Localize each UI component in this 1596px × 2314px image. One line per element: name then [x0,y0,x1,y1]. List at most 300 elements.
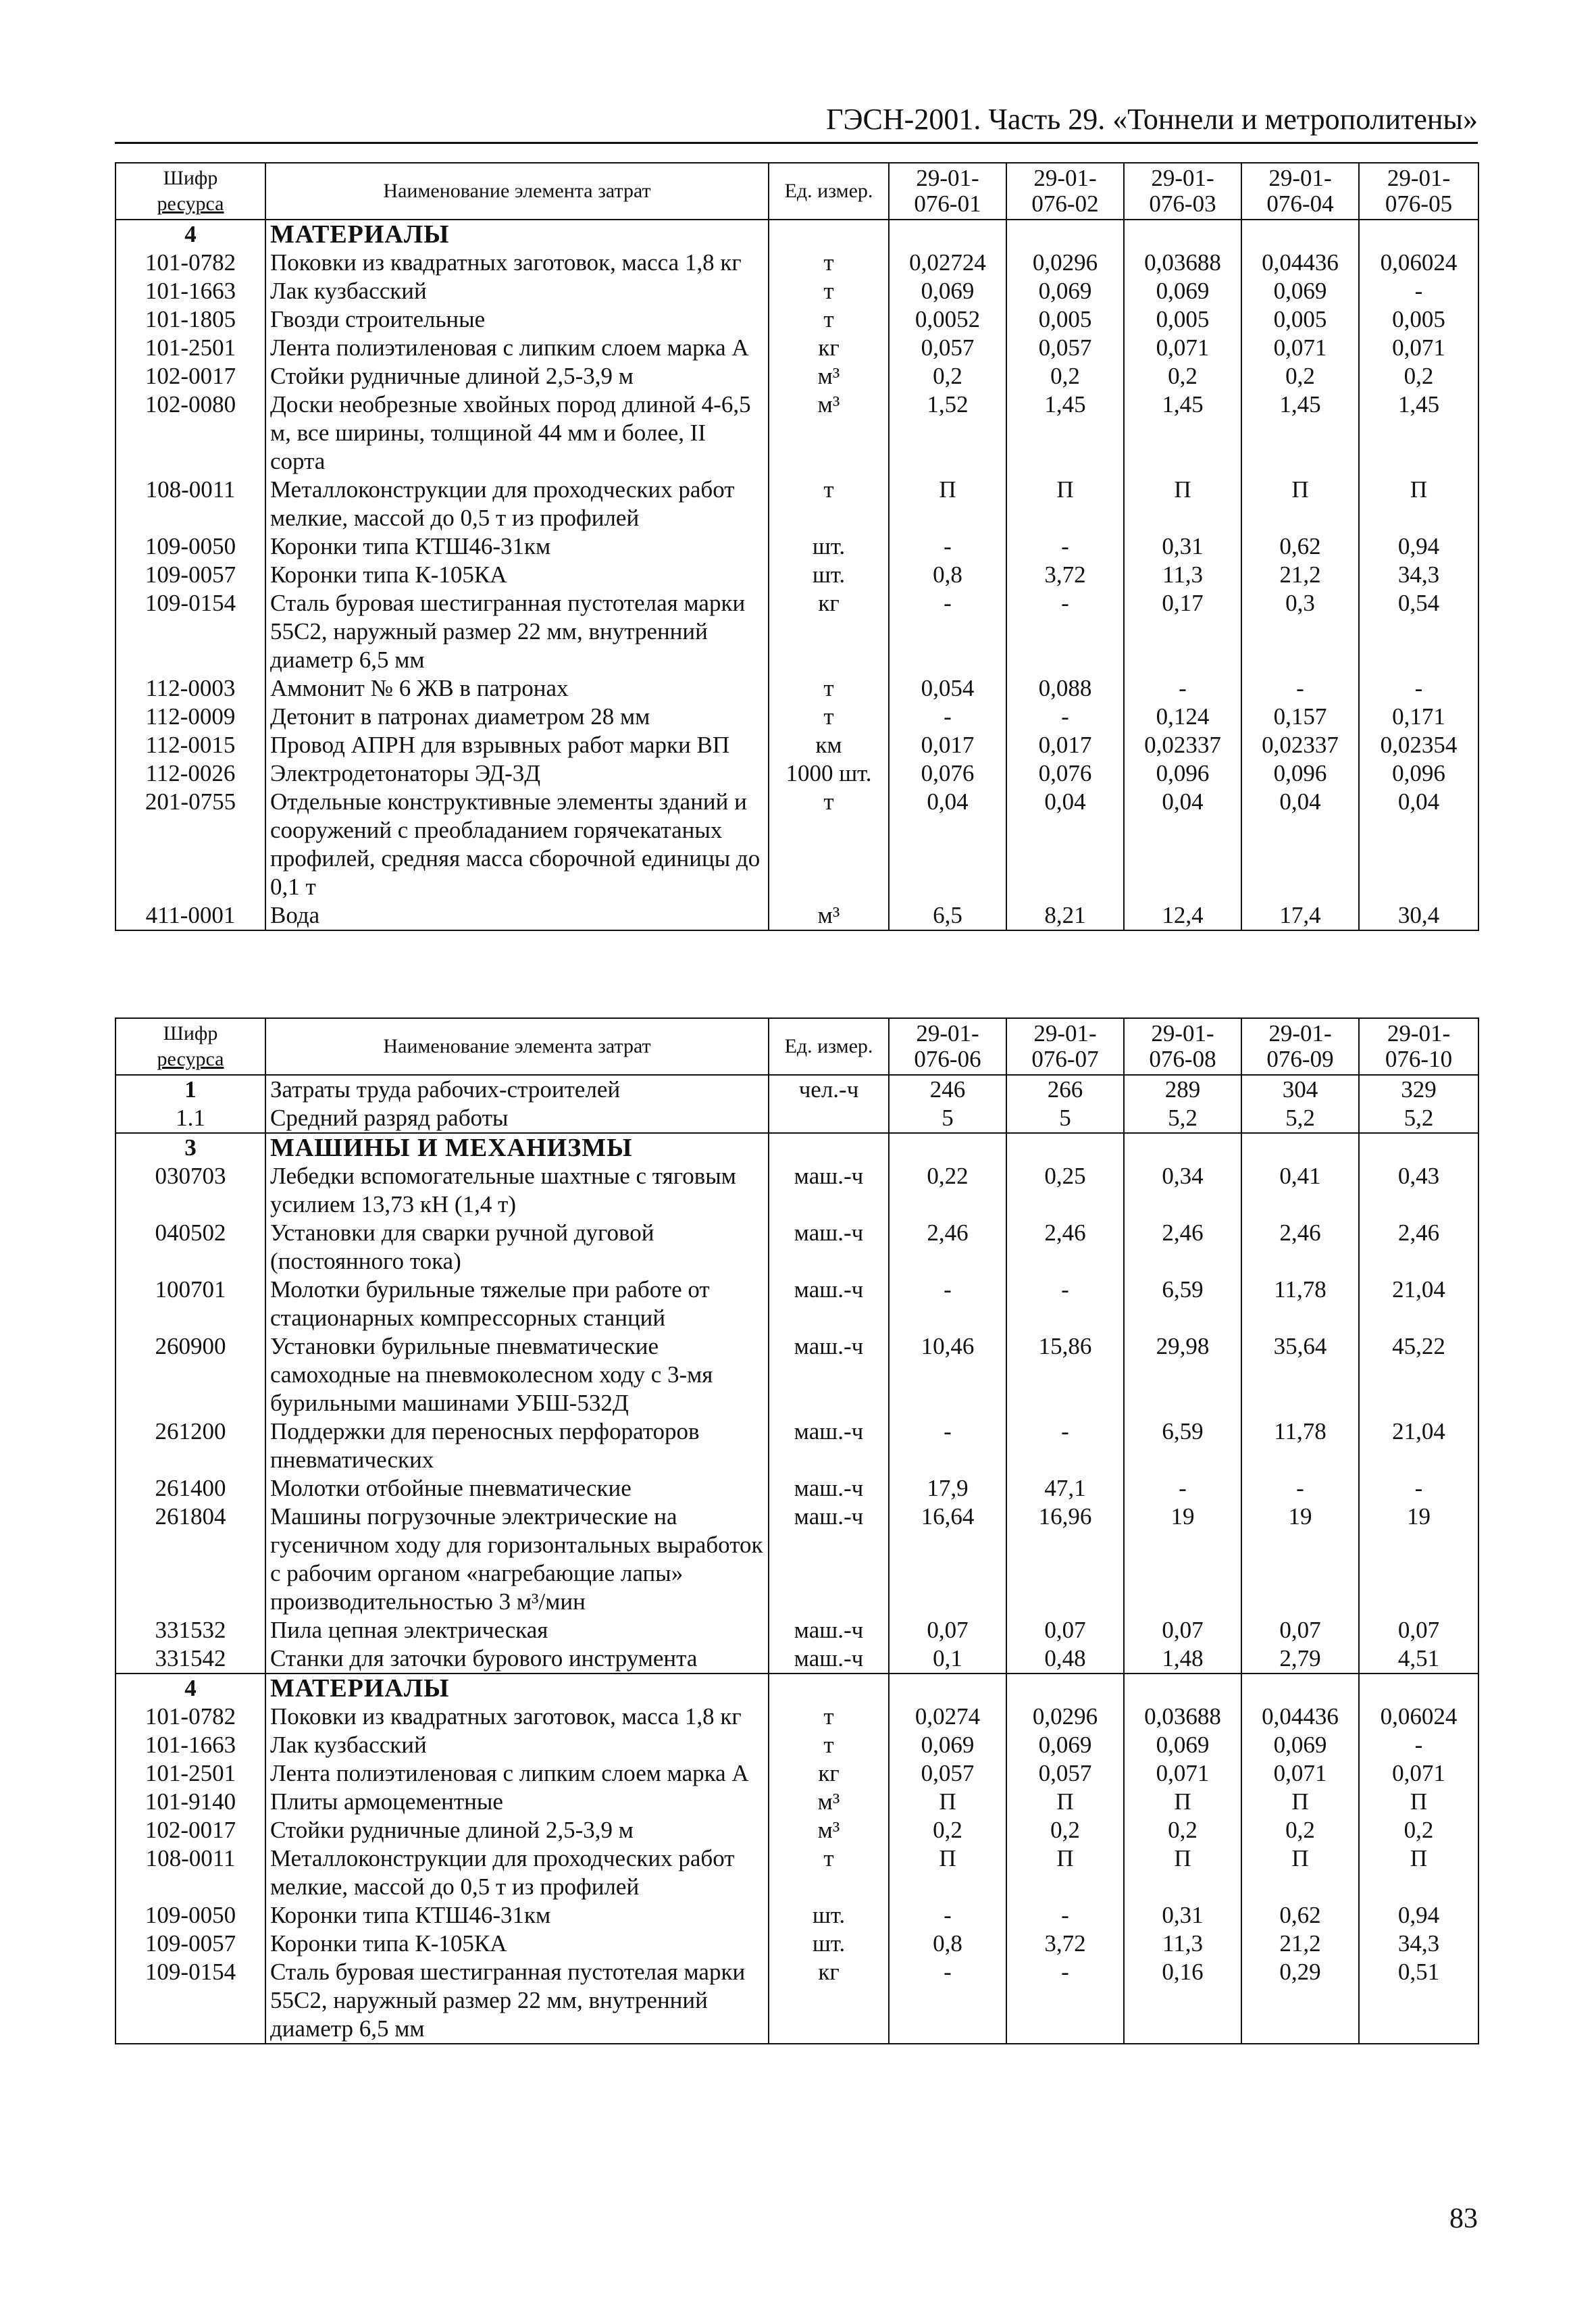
resource-value: 8,21 [1006,901,1124,930]
resource-code: 030703 [115,1162,265,1219]
resource-value: 5,2 [1359,1104,1478,1133]
resource-name: Лак кузбасский [265,1731,769,1759]
resource-value: 0,2 [889,1816,1006,1844]
resource-unit: кг [769,589,889,674]
resource-name: Пила цепная электрическая [265,1616,769,1644]
resource-value: 11,78 [1241,1417,1359,1474]
section-title: МАТЕРИАЛЫ [265,220,769,249]
resource-unit: шт. [769,561,889,589]
resource-unit: маш.-ч [769,1474,889,1503]
resource-value: 30,4 [1359,901,1478,930]
table-row [115,476,1478,532]
table-row [115,703,1478,731]
resource-value: П [1006,1844,1124,1901]
resource-value: - [889,1901,1006,1930]
header-col-3: 29-01- 076-03 [1124,163,1241,220]
resource-name: Коронки типа К-105КА [265,561,769,589]
resource-code: 201-0755 [115,788,265,901]
resource-value: 0,04 [1359,788,1478,901]
resource-value: 0,096 [1359,759,1478,788]
resource-value: 0,62 [1241,1901,1359,1930]
empty-cell [1359,220,1478,249]
resource-unit: шт. [769,1901,889,1930]
table-row [115,334,1478,362]
resource-value: 0,0274 [889,1703,1006,1731]
resource-unit: т [769,249,889,277]
table-row [115,759,1478,788]
resource-value: 0,057 [889,334,1006,362]
resource-name: Электродетонаторы ЭД-3Д [265,759,769,788]
resource-value: 1,45 [1124,391,1241,476]
resource-value: - [1006,703,1124,731]
resource-value: 0,25 [1006,1162,1124,1219]
empty-cell [1124,220,1241,249]
resource-value: 47,1 [1006,1474,1124,1503]
resource-name: Доски необрезные хвойных пород длиной 4-6,5 м, все ширины, толщиной 44 мм и более, II сорта [265,391,769,476]
header-col-2: 29-01- 076-02 [1006,163,1124,220]
resource-unit: м³ [769,1816,889,1844]
resource-code: 109-0050 [115,1901,265,1930]
table-row [115,1788,1478,1816]
resource-value: 0,2 [1241,1816,1359,1844]
resource-code: 261200 [115,1417,265,1474]
table-row [115,1075,1478,1104]
resource-value: 0,2 [1006,362,1124,391]
resource-value: 0,071 [1359,1759,1478,1788]
resource-unit: маш.-ч [769,1503,889,1616]
empty-cell [1241,1133,1359,1162]
section-number: 4 [115,1674,265,1703]
resource-value: 0,076 [1006,759,1124,788]
empty-cell [1241,1674,1359,1703]
resource-value: 0,005 [1359,305,1478,334]
resource-value: 0,41 [1241,1162,1359,1219]
resource-code: 101-0782 [115,1703,265,1731]
resource-value: 289 [1124,1075,1241,1104]
resource-code: 112-0026 [115,759,265,788]
resource-code: 112-0003 [115,674,265,703]
resource-value: П [1124,1788,1241,1816]
resource-value: 0,2 [1124,1816,1241,1844]
resource-unit: маш.-ч [769,1276,889,1332]
section-header-row [115,1133,1478,1162]
empty-cell [769,220,889,249]
resource-unit: маш.-ч [769,1417,889,1474]
header-code: Шифр ресурса [115,1018,265,1075]
resource-value: П [1241,476,1359,532]
resource-value: 3,72 [1006,561,1124,589]
resource-value: 246 [889,1075,1006,1104]
resource-value: П [1006,476,1124,532]
table-row [115,1162,1478,1219]
resource-name: Сталь буровая шестигранная пустотелая марки 55С2, наружный размер 22 мм, внутренний диаметр 6,5 мм [265,1958,769,2044]
resource-value: 0,03688 [1124,249,1241,277]
resource-value: 17,9 [889,1474,1006,1503]
header-col-1: 29-01- 076-06 [889,1018,1006,1075]
header-code: Шифр ресурса [115,163,265,220]
table-row [115,277,1478,305]
resource-value: П [1241,1788,1359,1816]
resource-unit: чел.-ч [769,1075,889,1104]
resource-value: 11,3 [1124,561,1241,589]
resource-value: 5 [889,1104,1006,1133]
resource-value: 1,45 [1359,391,1478,476]
resource-code: 102-0017 [115,362,265,391]
resource-value: 0,057 [889,1759,1006,1788]
resource-value: - [889,703,1006,731]
resource-name: Металлоконструкции для проходческих работ мелкие, массой до 0,5 т из профилей [265,476,769,532]
resource-unit: шт. [769,1930,889,1958]
resource-value: - [1006,589,1124,674]
resource-unit: кг [769,334,889,362]
resource-value: - [1241,674,1359,703]
resource-name: Сталь буровая шестигранная пустотелая марки 55С2, наружный размер 22 мм, внутренний диаметр 6,5 мм [265,589,769,674]
resource-value: П [1006,1788,1124,1816]
resource-value: 0,005 [1241,305,1359,334]
resource-value: 11,3 [1124,1930,1241,1958]
header-unit: Ед. измер. [769,1018,889,1075]
resource-name: Стойки рудничные длиной 2,5-3,9 м [265,362,769,391]
resource-name: Детонит в патронах диаметром 28 мм [265,703,769,731]
resource-value: 1,52 [889,391,1006,476]
resource-value: 3,72 [1006,1930,1124,1958]
resource-value: 0,2 [1006,1816,1124,1844]
resource-name: Аммонит № 6 ЖВ в патронах [265,674,769,703]
empty-cell [1359,1674,1478,1703]
resource-value: 0,07 [1241,1616,1359,1644]
resource-value: 2,79 [1241,1644,1359,1674]
table-row [115,1930,1478,1958]
resource-value: 0,071 [1241,1759,1359,1788]
resource-value: 0,17 [1124,589,1241,674]
resource-value: 0,069 [889,277,1006,305]
table-row [115,788,1478,901]
resource-name: Поддержки для переносных перфораторов пневматических [265,1417,769,1474]
resource-code: 102-0080 [115,391,265,476]
resource-value: 0,8 [889,1930,1006,1958]
resource-value: 0,31 [1124,1901,1241,1930]
resource-value: 6,5 [889,901,1006,930]
resource-code: 109-0154 [115,589,265,674]
resource-code: 101-1663 [115,1731,265,1759]
resource-code: 101-2501 [115,334,265,362]
resource-value: 0,06024 [1359,1703,1478,1731]
resource-value: 0,43 [1359,1162,1478,1219]
resource-code: 261400 [115,1474,265,1503]
resource-value: 0,04436 [1241,1703,1359,1731]
resource-value: 0,057 [1006,334,1124,362]
section-title: МАШИНЫ И МЕХАНИЗМЫ [265,1133,769,1162]
header-col-5: 29-01- 076-05 [1359,163,1478,220]
table-row [115,532,1478,561]
resource-unit: кг [769,1759,889,1788]
header-name: Наименование элемента затрат [265,163,769,220]
resource-value: 0,07 [1124,1616,1241,1644]
resource-value: - [1006,1417,1124,1474]
resource-name: Молотки отбойные пневматические [265,1474,769,1503]
resource-value: 0,096 [1241,759,1359,788]
resource-unit: т [769,1703,889,1731]
resource-value: - [1124,674,1241,703]
resource-code: 101-0782 [115,249,265,277]
resource-code: 260900 [115,1332,265,1417]
resource-value: 0,0052 [889,305,1006,334]
resource-value: 0,04 [1124,788,1241,901]
resource-value: 16,96 [1006,1503,1124,1616]
resource-name: Стойки рудничные длиной 2,5-3,9 м [265,1816,769,1844]
header-unit: Ед. измер. [769,163,889,220]
resource-value: 0,088 [1006,674,1124,703]
resource-unit: км [769,731,889,759]
resource-value: 0,94 [1359,532,1478,561]
resource-value: 29,98 [1124,1332,1241,1417]
resource-code: 109-0050 [115,532,265,561]
resource-value: П [889,1788,1006,1816]
resource-code: 109-0057 [115,561,265,589]
resource-unit: т [769,476,889,532]
resource-name: Затраты труда рабочих-строителей [265,1075,769,1104]
resource-name: Установки бурильные пневматические самоходные на пневмоколесном ходу с 3-мя бурильными машинами УБШ-532Д [265,1332,769,1417]
header-col-4: 29-01- 076-09 [1241,1018,1359,1075]
table-row [115,249,1478,277]
table-row [115,1616,1478,1644]
resource-value: 0,0296 [1006,249,1124,277]
resource-unit: 1000 шт. [769,759,889,788]
resource-value: 0,076 [889,759,1006,788]
resource-value: 11,78 [1241,1276,1359,1332]
resource-value: 6,59 [1124,1417,1241,1474]
resource-value: 2,46 [889,1219,1006,1276]
resource-value: - [1124,1474,1241,1503]
header-name: Наименование элемента затрат [265,1018,769,1075]
resource-value: - [1359,277,1478,305]
resource-code: 101-1805 [115,305,265,334]
table-row [115,589,1478,674]
resource-code: 1 [115,1075,265,1104]
resource-unit: т [769,674,889,703]
resource-unit: т [769,305,889,334]
table-row [115,1276,1478,1332]
header-col-4: 29-01- 076-04 [1241,163,1359,220]
empty-cell [1124,1133,1241,1162]
table-row [115,362,1478,391]
table-row [115,1503,1478,1616]
table-row [115,305,1478,334]
resource-value: 1,45 [1006,391,1124,476]
resource-value: 0,171 [1359,703,1478,731]
resource-value: 0,48 [1006,1644,1124,1674]
resource-code: 331532 [115,1616,265,1644]
resource-value: 21,2 [1241,1930,1359,1958]
resource-code: 100701 [115,1276,265,1332]
resource-value: 0,071 [1359,334,1478,362]
resource-value: 0,1 [889,1644,1006,1674]
table-row [115,1332,1478,1417]
resource-name: Коронки типа К-105КА [265,1930,769,1958]
section-number: 4 [115,220,265,249]
resource-value: 0,8 [889,561,1006,589]
resource-name: Коронки типа КТШ46-31км [265,1901,769,1930]
running-header: ГЭСН-2001. Часть 29. «Тоннели и метрополитены» [826,103,1478,136]
resource-value: 2,46 [1124,1219,1241,1276]
resource-value: 0,005 [1124,305,1241,334]
resource-value: 0,069 [1241,1731,1359,1759]
resource-code: 331542 [115,1644,265,1674]
resource-code: 411-0001 [115,901,265,930]
resource-unit: т [769,1731,889,1759]
resource-value: 5,2 [1124,1104,1241,1133]
resource-unit: т [769,788,889,901]
resource-value: 19 [1241,1503,1359,1616]
resource-value: - [1006,1276,1124,1332]
table-row [115,1417,1478,1474]
resource-value: 0,51 [1359,1958,1478,2044]
resource-unit: маш.-ч [769,1332,889,1417]
resource-value: 0,29 [1241,1958,1359,2044]
table-row [115,901,1478,930]
resource-value: 0,017 [889,731,1006,759]
resource-value: 0,057 [1006,1759,1124,1788]
empty-cell [769,1133,889,1162]
section-header-row [115,220,1478,249]
resource-value: 0,02337 [1241,731,1359,759]
resource-value: 0,54 [1359,589,1478,674]
resource-value: 0,069 [1006,277,1124,305]
resource-value: 0,2 [1241,362,1359,391]
resource-value: 0,0296 [1006,1703,1124,1731]
resource-value: 5,2 [1241,1104,1359,1133]
resource-value: 0,096 [1124,759,1241,788]
resource-name: Установки для сварки ручной дуговой (постоянного тока) [265,1219,769,1276]
resource-value: 4,51 [1359,1644,1478,1674]
resource-value: П [889,1844,1006,1901]
resource-value: - [1359,1731,1478,1759]
table-row [115,1958,1478,2044]
resource-unit: м³ [769,1788,889,1816]
resource-value: 0,2 [1124,362,1241,391]
resource-unit: м³ [769,391,889,476]
resource-value: 15,86 [1006,1332,1124,1417]
table-row [115,561,1478,589]
resource-value: 35,64 [1241,1332,1359,1417]
resource-value: 34,3 [1359,561,1478,589]
table-row [115,674,1478,703]
resource-code: 261804 [115,1503,265,1616]
resource-value: 0,069 [1241,277,1359,305]
resource-name: Лебедки вспомогательные шахтные с тяговым усилием 13,73 кН (1,4 т) [265,1162,769,1219]
resource-value: 0,34 [1124,1162,1241,1219]
table-row [115,1844,1478,1901]
table-row [115,1816,1478,1844]
resource-unit: маш.-ч [769,1616,889,1644]
resource-value: 21,04 [1359,1276,1478,1332]
resource-value: - [1006,1958,1124,2044]
resource-value: 5 [1006,1104,1124,1133]
resource-code: 101-1663 [115,277,265,305]
resource-value: 0,069 [889,1731,1006,1759]
table-header-row [115,163,1478,220]
resource-value: П [1124,1844,1241,1901]
resource-code: 040502 [115,1219,265,1276]
table-row [115,731,1478,759]
resource-value: 304 [1241,1075,1359,1104]
section-header-row [115,1674,1478,1703]
resource-value: 0,2 [889,362,1006,391]
resource-value: - [1006,1901,1124,1930]
resource-unit [769,1104,889,1133]
resource-name: Поковки из квадратных заготовок, масса 1,8 кг [265,1703,769,1731]
resource-value: 0,06024 [1359,249,1478,277]
resource-value: 0,02724 [889,249,1006,277]
resource-code: 1.1 [115,1104,265,1133]
resource-unit: кг [769,1958,889,2044]
resource-value: 2,46 [1359,1219,1478,1276]
resource-value: 0,07 [1359,1616,1478,1644]
empty-cell [889,1133,1006,1162]
resource-value: 0,2 [1359,1816,1478,1844]
resource-value: - [889,589,1006,674]
resource-value: 0,07 [889,1616,1006,1644]
resource-value: 0,005 [1006,305,1124,334]
resource-value: П [1241,1844,1359,1901]
empty-cell [1006,1674,1124,1703]
resource-name: Молотки бурильные тяжелые при работе от стационарных компрессорных станций [265,1276,769,1332]
table-row [115,1104,1478,1133]
resource-name: Металлоконструкции для проходческих работ мелкие, массой до 0,5 т из профилей [265,1844,769,1901]
resource-value: - [889,532,1006,561]
header-col-1: 29-01- 076-01 [889,163,1006,220]
resource-name: Вода [265,901,769,930]
resource-value: - [889,1417,1006,1474]
resource-name: Лак кузбасский [265,277,769,305]
resource-value: 0,04 [889,788,1006,901]
resource-value: - [889,1276,1006,1332]
resource-value: 0,3 [1241,589,1359,674]
resource-value: 21,2 [1241,561,1359,589]
resource-value: 19 [1124,1503,1241,1616]
table-row [115,1644,1478,1674]
resource-code: 101-2501 [115,1759,265,1788]
resource-value: 0,017 [1006,731,1124,759]
resource-value: - [1241,1474,1359,1503]
resource-code: 102-0017 [115,1816,265,1844]
empty-cell [1241,220,1359,249]
resource-value: 0,071 [1124,334,1241,362]
resource-unit: т [769,703,889,731]
resource-unit: маш.-ч [769,1219,889,1276]
resource-unit: шт. [769,532,889,561]
resource-name: Провод АПРН для взрывных работ марки ВП [265,731,769,759]
resource-value: - [1359,1474,1478,1503]
table-row [115,1731,1478,1759]
empty-cell [769,1674,889,1703]
header-col-2: 29-01- 076-07 [1006,1018,1124,1075]
resource-code: 112-0009 [115,703,265,731]
table-row [115,1219,1478,1276]
resource-unit: м³ [769,362,889,391]
resource-value: 1,48 [1124,1644,1241,1674]
resource-code: 101-9140 [115,1788,265,1816]
table-row [115,391,1478,476]
resource-value: П [1359,1788,1478,1816]
resource-value: 0,071 [1124,1759,1241,1788]
resource-value: 0,04436 [1241,249,1359,277]
resource-table-2 [115,1017,1479,2044]
resource-unit: т [769,277,889,305]
resource-value: 10,46 [889,1332,1006,1417]
resource-name: Отдельные конструктивные элементы зданий и сооружений с преобладанием горячекатаных профилей, средняя масса сборочной единицы до 0,1 т [265,788,769,901]
resource-value: 6,59 [1124,1276,1241,1332]
